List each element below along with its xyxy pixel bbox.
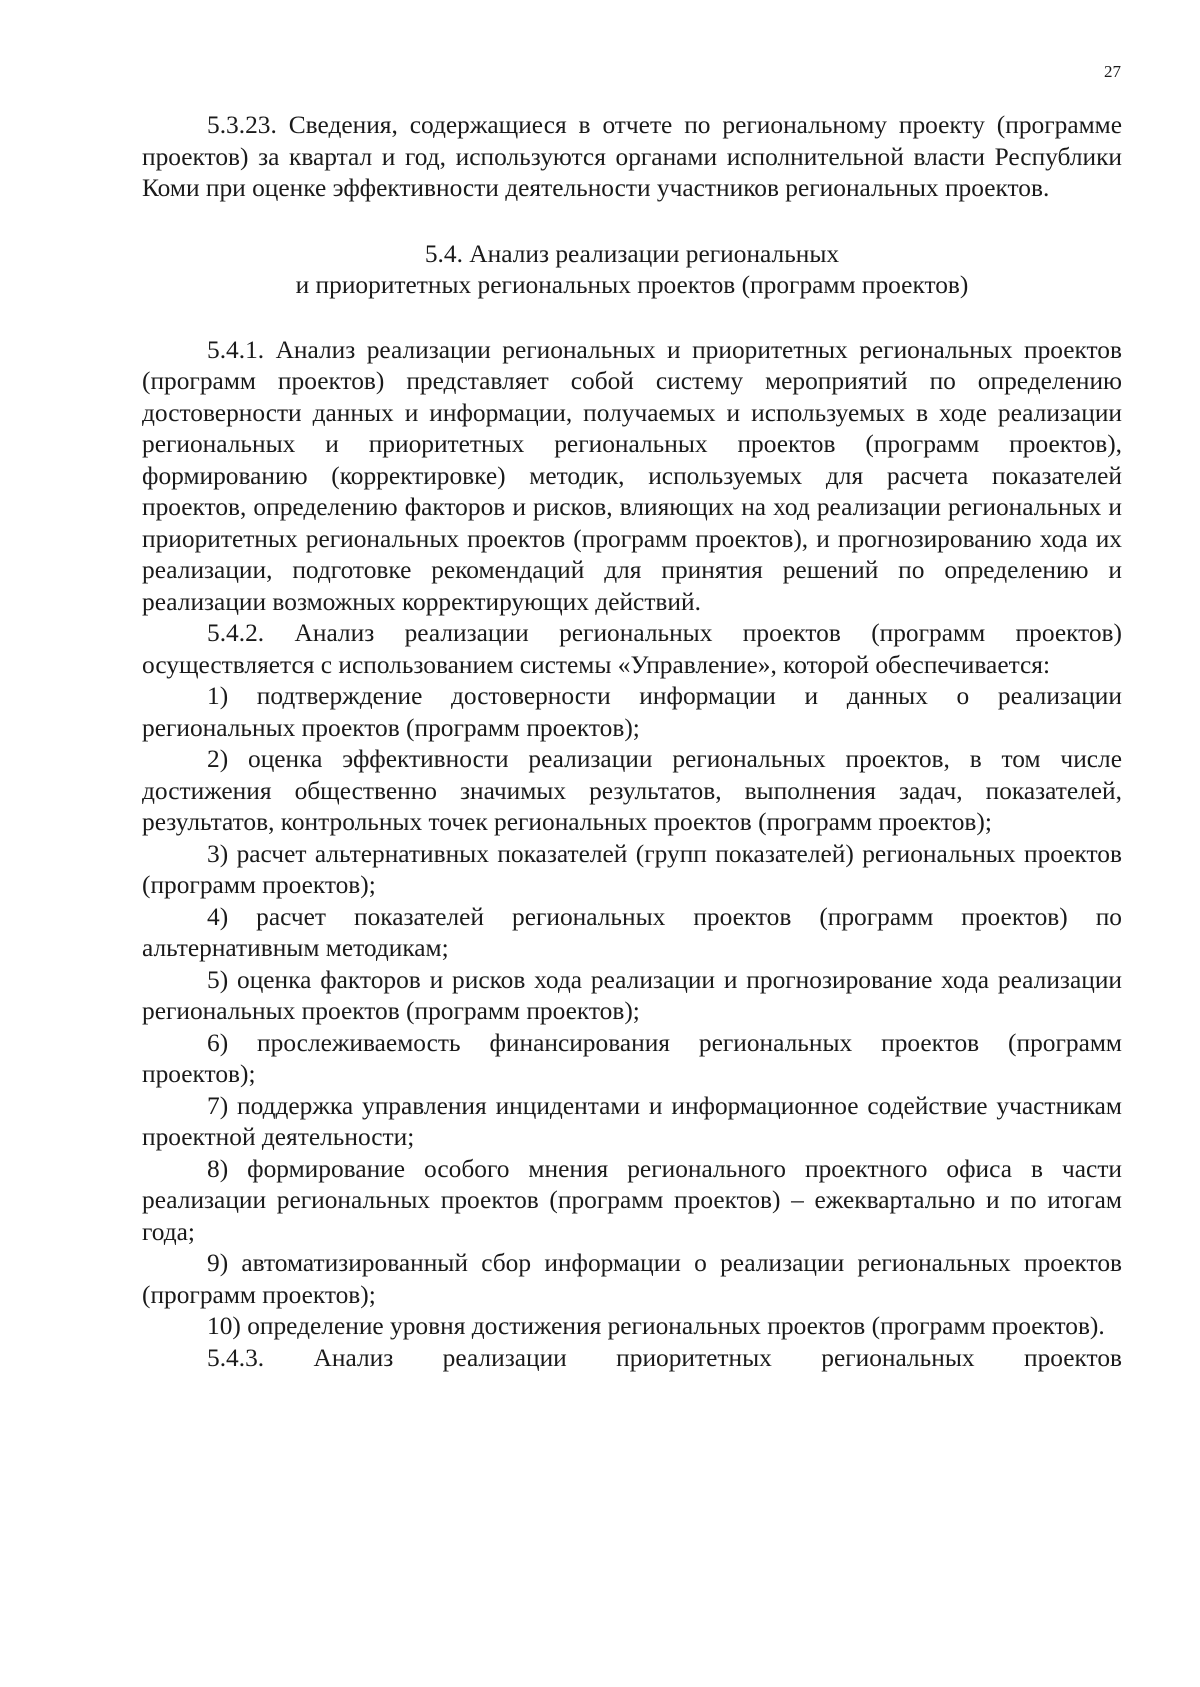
document-body (142, 110, 1122, 1374)
section-heading-line-1: 5.4. Анализ реализации региональных (424, 239, 840, 268)
list-item: 9) автоматизированный сбор информации о реализации региональных проектов (программ проектов); (142, 1249, 1122, 1309)
paragraph-5-4-3: 5.4.3. Анализ реализации приоритетных региональных проектов (207, 1343, 1122, 1372)
list-item: 8) формирование особого мнения регионального проектного офиса в части реализации региональных проектов (программ проектов) – ежеквартально и по итогам года; (142, 1154, 1122, 1246)
paragraph-5-3-23: 5.3.23. Сведения, содержащиеся в отчете по региональному проекту (программе проектов) за квартал и год, используются органами исполнительной власти Республики Коми при оценке эффективности деятельности участников региональных проектов. (142, 111, 1122, 202)
list-item: 5) оценка факторов и рисков хода реализации и прогнозирование хода реализации региональных проектов (программ проектов); (142, 965, 1122, 1025)
list-item: 6) прослеживаемость финансирования региональных проектов (программ проектов); (142, 1028, 1122, 1088)
capabilities-list (142, 681, 1122, 1343)
page-number: 27 (1104, 62, 1121, 81)
list-item: 7) поддержка управления инцидентами и информационное содействие участникам проектной деятельности; (142, 1091, 1122, 1151)
list-item: 10) определение уровня достижения региональных проектов (программ проектов). (207, 1312, 1105, 1340)
list-item: 1) подтверждение достоверности информации и данных о реализации региональных проектов (программ проектов); (142, 682, 1122, 742)
list-item: 3) расчет альтернативных показателей (групп показателей) региональных проектов (программ проектов); (142, 839, 1122, 899)
list-item: 4) расчет показателей региональных проектов (программ проектов) по альтернативным методикам; (142, 902, 1122, 962)
section-heading-line-2: и приоритетных региональных проектов (программ проектов) (295, 271, 969, 299)
section-heading-5-4 (142, 239, 1122, 302)
paragraph-5-4-1: 5.4.1. Анализ реализации региональных и приоритетных региональных проектов (программ проектов) представляет собой систему мероприятий по определению достоверности данных и информации, получаемых и используемых в ходе реализации региональных и приоритетных региональных проектов (программ проектов), формированию (корректировке) методик, используемых для расчета показателей проектов, определению факторов и рисков, влияющих на ход реализации региональных и приоритетных региональных проектов (программ проектов), и прогнозированию хода их реализации, подготовке рекомендаций для принятия решений по определению и реализации возможных корректирующих действий. (142, 335, 1122, 616)
list-item: 2) оценка эффективности реализации региональных проектов, в том числе достижения общественно значимых результатов, выполнения задач, показателей, результатов, контрольных точек региональных проектов (программ проектов); (142, 745, 1122, 836)
paragraph-5-4-2: 5.4.2. Анализ реализации региональных проектов (программ проектов) осуществляется с использованием системы «Управление», которой обеспечивается: (142, 619, 1122, 679)
